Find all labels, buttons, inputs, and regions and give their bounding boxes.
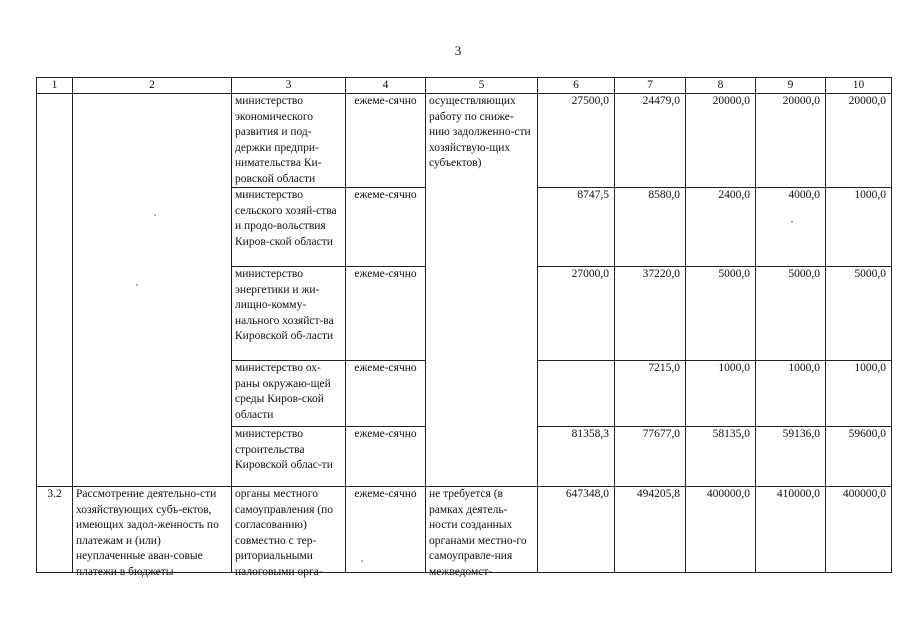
funding-text: не требуется (в рамках деятель-ности созданных органами местно-го самоуправле-ния межведомст- bbox=[429, 488, 527, 578]
funding-note-cell bbox=[426, 487, 538, 578]
value-cell: 59600,0 bbox=[826, 427, 892, 487]
table-row bbox=[37, 94, 892, 188]
executor-cell: министерство экономического развития и под-держки предпри-нимательства Ки-ровской области bbox=[232, 94, 346, 188]
page-number: 3 bbox=[454, 43, 462, 58]
item-number: 3.2 bbox=[47, 488, 62, 500]
scan-speck bbox=[791, 221, 793, 223]
executor-text: органы местного самоуправления (по согласованию) совместно с тер-риториальными налоговыми орга- bbox=[235, 488, 334, 578]
value-cell: 37220,0 bbox=[615, 267, 686, 361]
item-title: Рассмотрение деятельно-сти хозяйствующих субъ-ектов, имеющих задол-женность по платежам и (или) неуплаченные аван-совые платежи в бюджеты bbox=[76, 488, 219, 578]
value-cell: 27000,0 bbox=[538, 267, 615, 361]
col-header-10: 10 bbox=[826, 78, 892, 94]
column-number-row bbox=[37, 78, 892, 94]
frequency-text: ежеме-сячно bbox=[354, 488, 417, 500]
item-number-cell bbox=[37, 487, 73, 573]
executor-cell: министерство энергетики и жи-лищно-комму-нального хозяйст-ва Кировской об-ласти bbox=[232, 267, 346, 361]
scan-speck bbox=[136, 284, 138, 286]
value-cell: 20000,0 bbox=[826, 94, 892, 188]
value-cell: 59136,0 bbox=[756, 427, 826, 487]
item-number-cell bbox=[37, 94, 73, 487]
col-header-2: 2 bbox=[73, 78, 232, 94]
value-cell: 20000,0 bbox=[756, 94, 826, 188]
col-header-9: 9 bbox=[756, 78, 826, 94]
scan-speck bbox=[361, 560, 363, 562]
table-row-item-3-2 bbox=[37, 487, 892, 573]
value-cell: 1000,0 bbox=[756, 361, 826, 427]
frequency-cell: ежеме-сячно bbox=[346, 267, 426, 361]
value-cell: 1000,0 bbox=[686, 361, 756, 427]
value-cell: 58135,0 bbox=[686, 427, 756, 487]
executor-cell: министерство ох-раны окружаю-щей среды Киров-ской области bbox=[232, 361, 346, 427]
value-cell: 8747,5 bbox=[538, 188, 615, 267]
col-header-1: 1 bbox=[37, 78, 73, 94]
executor-cell: министерство сельского хозяй-ства и продо-вольствия Киров-ской области bbox=[232, 188, 346, 267]
value-cell: 400000,0 bbox=[826, 487, 892, 573]
value-cell: 2400,0 bbox=[686, 188, 756, 267]
frequency-cell: ежеме-сячно bbox=[346, 361, 426, 427]
value-cell: 5000,0 bbox=[756, 267, 826, 361]
value-cell: 5000,0 bbox=[686, 267, 756, 361]
item-title-cell bbox=[73, 487, 232, 578]
item-title-cell bbox=[73, 94, 232, 487]
frequency-cell: ежеме-сячно bbox=[346, 188, 426, 267]
col-header-4: 4 bbox=[346, 78, 426, 94]
value-cell: 1000,0 bbox=[826, 188, 892, 267]
value-cell bbox=[538, 361, 615, 427]
value-cell: 400000,0 bbox=[686, 487, 756, 573]
col-header-5: 5 bbox=[426, 78, 538, 94]
measures-table bbox=[36, 77, 892, 578]
value-cell: 77677,0 bbox=[615, 427, 686, 487]
value-cell: 494205,8 bbox=[615, 487, 686, 573]
value-cell: 1000,0 bbox=[826, 361, 892, 427]
value-cell: 410000,0 bbox=[756, 487, 826, 573]
executor-cell: министерство строительства Кировской облас-ти bbox=[232, 427, 346, 487]
frequency-cell: ежеме-сячно bbox=[346, 427, 426, 487]
frequency-cell: ежеме-сячно bbox=[346, 94, 426, 188]
value-cell: 24479,0 bbox=[615, 94, 686, 188]
value-cell: 647348,0 bbox=[538, 487, 615, 573]
frequency-cell bbox=[346, 487, 426, 573]
col-header-7: 7 bbox=[615, 78, 686, 94]
value-cell: 81358,3 bbox=[538, 427, 615, 487]
value-cell: 5000,0 bbox=[826, 267, 892, 361]
value-cell: 4000,0 bbox=[756, 188, 826, 267]
value-cell: 27500,0 bbox=[538, 94, 615, 188]
value-cell: 7215,0 bbox=[615, 361, 686, 427]
col-header-3: 3 bbox=[232, 78, 346, 94]
executor-cell bbox=[232, 487, 346, 578]
scan-speck bbox=[154, 214, 156, 216]
value-cell: 8580,0 bbox=[615, 188, 686, 267]
col-header-6: 6 bbox=[538, 78, 615, 94]
value-cell: 20000,0 bbox=[686, 94, 756, 188]
col-header-8: 8 bbox=[686, 78, 756, 94]
funding-note-cell: осуществляющих работу по сниже-нию задолженно-сти хозяйствую-щих субъектов) bbox=[426, 94, 538, 487]
